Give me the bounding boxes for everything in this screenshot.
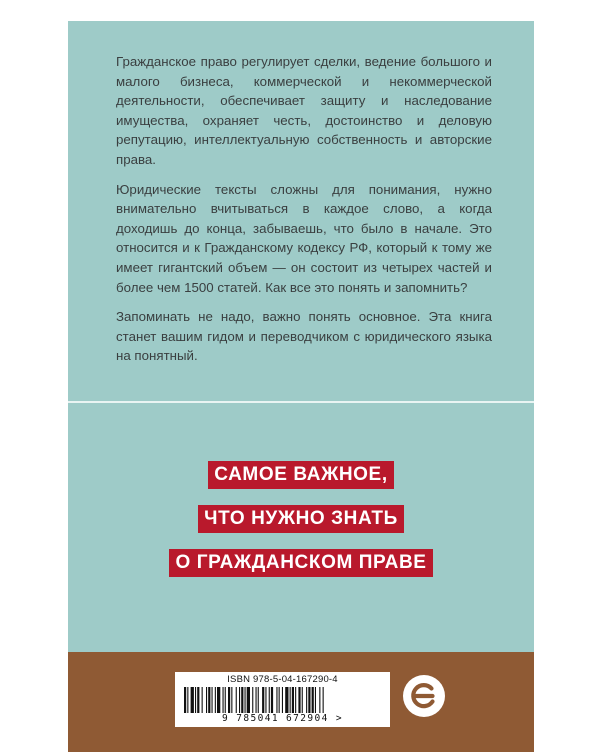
barcode-bar — [241, 687, 243, 713]
description-block — [116, 52, 492, 376]
footer-band — [68, 652, 534, 752]
barcode-bar — [225, 687, 226, 713]
barcode-bar — [290, 687, 291, 713]
book-title — [68, 461, 534, 593]
barcode-bar — [298, 687, 300, 713]
description-paragraph-3: Запоминать не надо, важно понять основное. Эта книга станет вашим гидом и переводчиком с юридического языка на понятный. — [116, 309, 492, 364]
barcode-bar — [292, 687, 294, 713]
barcode-bar — [282, 687, 283, 713]
barcode-bar — [187, 687, 188, 713]
barcode-bar — [279, 687, 280, 713]
barcode-digits: 9 785041 672904 > — [221, 713, 344, 724]
barcode-bar — [223, 687, 224, 713]
title-line-1: САМОЕ ВАЖНОЕ, — [208, 461, 393, 489]
barcode-bar — [302, 687, 303, 713]
barcode-bar — [265, 687, 266, 713]
barcode-bar — [191, 687, 194, 713]
barcode-bar — [256, 687, 257, 713]
barcode-bar — [258, 687, 259, 713]
barcode-bar — [315, 687, 316, 713]
barcode-bar — [323, 687, 324, 713]
title-line-2: ЧТО НУЖНО ЗНАТЬ — [198, 505, 404, 533]
barcode-bar — [319, 687, 320, 713]
barcode-bar — [239, 687, 240, 713]
barcode-bar — [295, 687, 296, 713]
barcode-bar — [197, 687, 199, 713]
barcode-bar — [269, 687, 270, 713]
barcode-bar — [231, 687, 232, 713]
barcode-bar — [245, 687, 246, 713]
barcode-bar — [206, 687, 207, 713]
barcode-box — [175, 672, 390, 727]
barcode-bar — [236, 687, 237, 713]
barcode-bar — [252, 687, 253, 713]
barcode-bar — [247, 687, 250, 713]
barcode-bars — [184, 687, 381, 713]
barcode-bar — [195, 687, 196, 713]
barcode-bar — [308, 687, 310, 713]
title-line-3: О ГРАЖДАНСКОМ ПРАВЕ — [169, 549, 432, 577]
eksmo-e-logo-icon — [402, 674, 446, 718]
barcode-bar — [215, 687, 216, 713]
description-paragraph-2: Юридические тексты сложны для понимания, нужно внимательно вчитываться в каждое слово, а когда доходишь до конца, забываешь, что было в начале. Это относится и к Гражданскому кодексу РФ, который к тому же имеет гигантский объем — он состоит из четырех частей и более чем 1500 статей. Как все это понять и запомнить? — [116, 181, 492, 295]
isbn-label: ISBN 978-5-04-167290-4 — [227, 674, 338, 685]
barcode-bar — [184, 687, 186, 713]
barcode-bar — [276, 687, 277, 713]
barcode-bar — [208, 687, 210, 713]
description-paragraph-1: Гражданское право регулирует сделки, ведение большого и малого бизнеса, коммерческой и некоммерческой деятельности, обеспечивает защиту и наследование имущества, охраняет честь, достоинство и деловую репутацию, интеллектуальную собственность и авторские права. — [116, 54, 492, 167]
barcode-bar — [212, 687, 213, 713]
barcode-bar — [306, 687, 307, 713]
barcode-bar — [262, 687, 264, 713]
barcode-bar — [285, 687, 288, 713]
barcode-bar — [271, 687, 273, 713]
barcode-bar — [202, 687, 203, 713]
divider-line — [68, 401, 534, 403]
barcode-bar — [217, 687, 220, 713]
book-back-cover — [68, 21, 534, 752]
barcode-bar — [228, 687, 230, 713]
barcode-bar — [312, 687, 314, 713]
